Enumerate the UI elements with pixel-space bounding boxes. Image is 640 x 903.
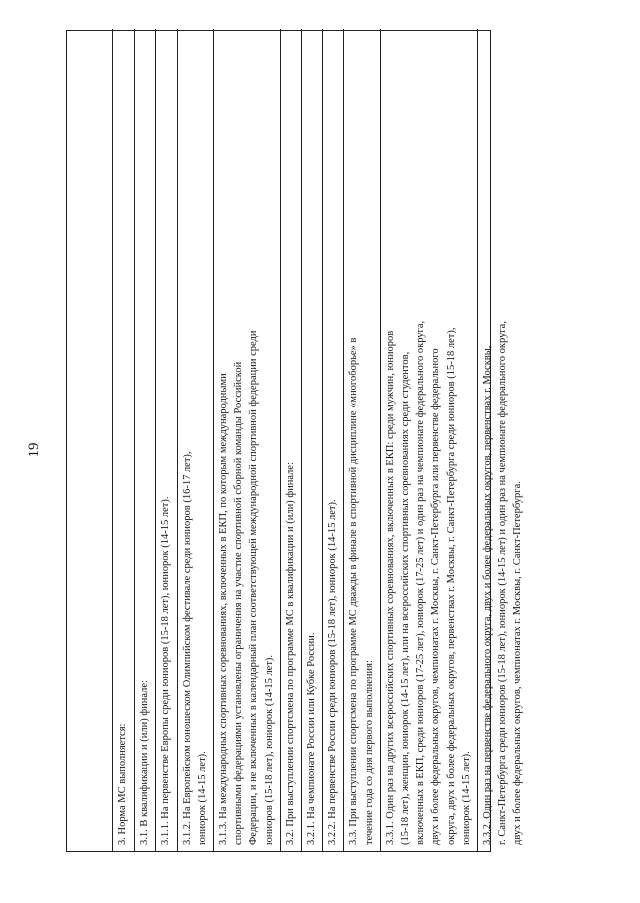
table-row xyxy=(155,29,176,851)
row-text-line: (15-18 лет), женщин, юниорок (14-15 лет), или на всероссийских спортивных соревнованиях среди студентов, xyxy=(400,351,411,845)
row-text-line: г. Санкт-Петербурга среди юниоров (15-18 лет), юниорок (14-15 лет) и один раз на чемпионате федерального округа, xyxy=(497,321,509,845)
table-row xyxy=(213,29,280,851)
table-row xyxy=(280,29,301,851)
row-text-line: 3.2.1. На чемпионате России или Кубке России. xyxy=(306,632,317,845)
row-text-line: двух и более федеральных округов, чемпионатах г. Москвы, г. Санкт-Петербурга или первенстве федерального xyxy=(430,348,442,845)
content-column xyxy=(113,29,524,851)
table-row xyxy=(477,29,529,851)
row-text-line: течение года со дня первого выполнения: xyxy=(363,660,375,845)
row-text-line: 3.2. При выступлении спортсмена по программе МС в квалификации и (или) финале: xyxy=(284,462,296,845)
row-text-line: включенных в ЕКП, среди юниоров (17-25 лет), юниорок (17-25 лет) и один раз на чемпионате федерального округа, xyxy=(415,320,427,845)
table-row xyxy=(113,29,134,851)
table-row xyxy=(134,29,155,851)
table-row xyxy=(177,29,213,851)
table-row xyxy=(301,29,322,851)
row-text-line: 3.3.1. Один раз на других всероссийских спортивных соревнованиях, включенных в ЕКП: среди мужчин, юниоров xyxy=(384,330,396,845)
row-text-line: Федерации, и не включенных в календарный план соответствующей международной спортивной федерации среди xyxy=(248,330,260,845)
row-text-line: 3.3.2. Один раз на первенстве федерального округа, двух и более федеральных округов, первенствах г. Москвы, xyxy=(482,345,493,845)
table-row xyxy=(322,29,343,851)
row-text-line: 3.1.3. На международных спортивных соревнованиях, включенных в ЕКП, по которым международными xyxy=(218,373,229,845)
row-text-line: округа, двух и более федеральных округов, первенствах г. Москвы, г. Санкт-Петербурга среди юниоров (15-18 лет), xyxy=(445,327,457,845)
table-row xyxy=(380,29,477,851)
page-number: 19 xyxy=(26,442,42,458)
row-text-line: 3.3. При выступлении спортсмена по программе МС дважды в финале в спортивной дисциплине «многоборье» в xyxy=(348,337,360,845)
row-text-line: 3.2.2. На первенстве России среди юниоров (15-18 лет), юниорок (14-15 лет). xyxy=(327,499,339,845)
table-row xyxy=(343,29,379,851)
row-text-line: 3. Норма МС выполняется: xyxy=(117,723,128,845)
row-text-line: 3.1. В квалификации и (или) финале: xyxy=(139,680,151,845)
row-text-line: 3.1.1. На первенстве Европы среди юниоров (15-18 лет), юниорок (14-15 лет). xyxy=(160,496,172,845)
row-text-line: 3.1.2. На Европейском юношеском Олимпийском фестивале среди юниоров (16-17 лет), xyxy=(181,451,193,845)
row-text-line: юниорок (14-15 лет). xyxy=(196,751,208,845)
row-text-line: юниорок (14-15 лет). xyxy=(460,751,472,845)
norms-table xyxy=(66,30,524,852)
row-text-line: спортивными федерациями установлены ограничения на участие спортивной сборной команды Российской xyxy=(233,361,245,845)
row-text-line: юниоров (15-18 лет), юниорок (14-15 лет). xyxy=(263,654,275,845)
row-text-line: двух и более федеральных округов, чемпионатах г. Москвы, г. Санкт-Петербурга. xyxy=(512,481,524,845)
rotated-page xyxy=(20,20,540,880)
